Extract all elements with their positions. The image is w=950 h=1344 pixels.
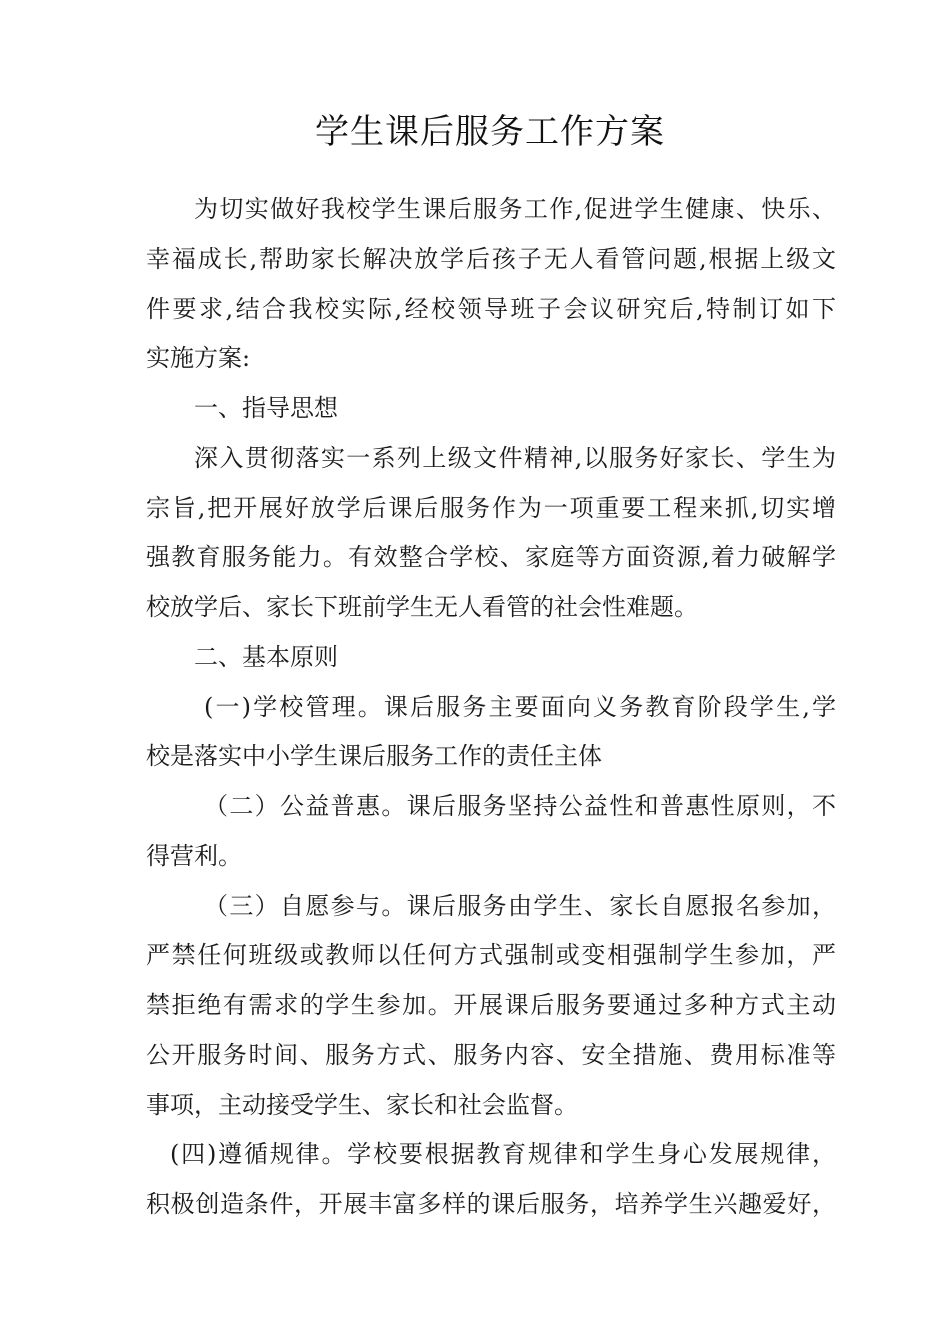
paragraph-line: 幸福成长,帮助家长解决放学后孩子无人看管问题,根据上级文 [146,245,836,273]
paragraph-line: 强教育服务能力。有效整合学校、家庭等方面资源,着力破解学 [146,543,836,571]
paragraph-line: 公开服务时间、服务方式、服务内容、安全措施、费用标准等 [146,1041,836,1069]
paragraph-line: 得营利。 [146,842,242,870]
paragraph-line: （二）公益普惠。课后服务坚持公益性和普惠性原则，不 [204,792,836,820]
paragraph-line: (一)学校管理。课后服务主要面向义务教育阶段学生,学 [204,693,836,721]
paragraph-line: 校放学后、家长下班前学生无人看管的社会性难题。 [146,593,698,621]
paragraph-line: 件要求,结合我校实际,经校领导班子会议研究后,特制订如下 [146,295,836,323]
paragraph-line: (四)遵循规律。学校要根据教育规律和学生身心发展规律， [170,1140,836,1168]
section-heading: 一、指导思想 [194,394,338,422]
document-title: 学生课后服务工作方案 [315,112,665,152]
paragraph-line: 禁拒绝有需求的学生参加。开展课后服务要通过多种方式主动 [146,991,836,1019]
paragraph-line: 深入贯彻落实一系列上级文件精神,以服务好家长、学生为 [194,444,836,472]
paragraph-line: 事项，主动接受学生、家长和社会监督。 [146,1091,578,1119]
paragraph-line: 严禁任何班级或教师以任何方式强制或变相强制学生参加，严 [146,941,836,969]
section-heading: 二、基本原则 [194,643,338,671]
paragraph-line: 实施方案: [146,344,251,372]
paragraph-line: 宗旨,把开展好放学后课后服务作为一项重要工程来抓,切实增 [146,494,836,522]
paragraph-line: （三）自愿参与。课后服务由学生、家长自愿报名参加， [204,892,836,920]
paragraph-line: 校是落实中小学生课后服务工作的责任主体 [146,742,602,770]
paragraph-line: 积极创造条件，开展丰富多样的课后服务，培养学生兴趣爱好， [146,1190,836,1218]
paragraph-line: 为切实做好我校学生课后服务工作,促进学生健康、快乐、 [194,195,836,223]
